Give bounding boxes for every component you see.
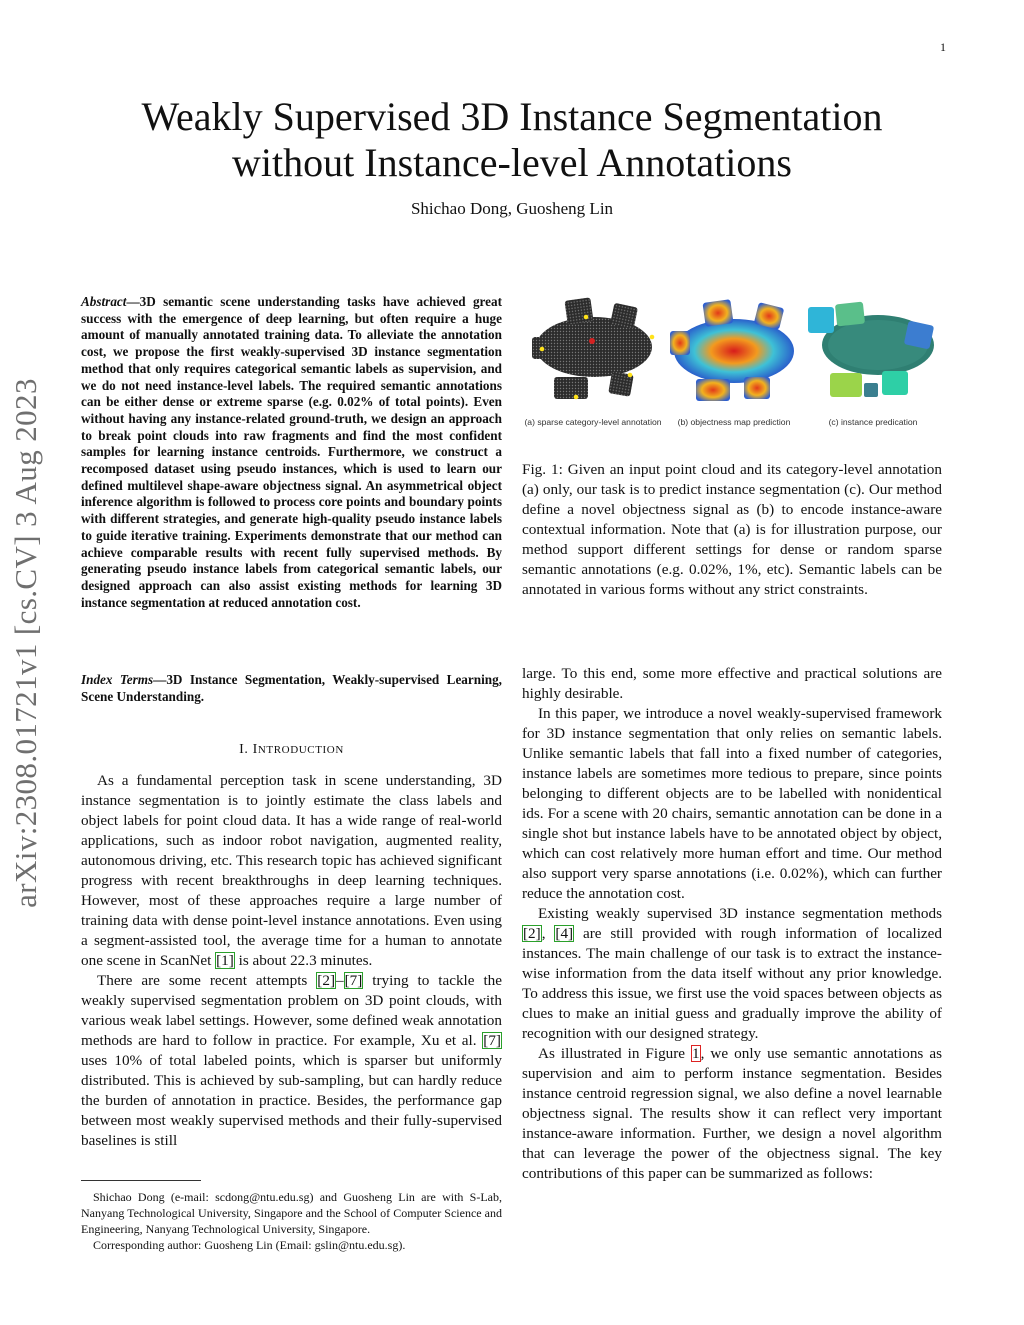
right-text: Existing weakly supervised 3D instance segmentation methods <box>538 905 942 922</box>
right-paragraph-4 <box>522 1044 942 1184</box>
citation-link[interactable]: [4] <box>555 925 574 942</box>
figure-reference-link[interactable]: 1 <box>692 1045 700 1062</box>
section-heading-introduction <box>81 742 502 758</box>
section-numeral: I. <box>239 742 253 757</box>
right-text: , <box>541 925 555 942</box>
panel-objectness-map <box>666 297 802 407</box>
citation-link[interactable]: [2] <box>317 972 336 989</box>
title-line-2: without Instance-level Annotations <box>232 140 792 185</box>
arxiv-stamp <box>4 352 48 934</box>
sparse-annotation-pointcloud <box>526 297 662 407</box>
panel-sparse-annotation <box>526 297 662 407</box>
footnote-corresponding: Corresponding author: Guosheng Lin (Email: gslin@ntu.edu.sg). <box>93 1238 406 1252</box>
arxiv-identifier[interactable]: arXiv:2308.01721v1 [cs.CV] 3 Aug 2023 <box>8 378 43 908</box>
figure-1-caption: Fig. 1: Given an input point cloud and its category-level annotation (a) only, our task is to predict instance segmentation (c). Our method define a novel objectness signal as (b) to encode instance-aware contextual information. Note that (a) is for illustration purpose, our method support different settings for dense or random sparse semantic annotations (e.g. 0.02%, 1%, etc). Semantic labels can be annotated in various forms without any strict constraints. <box>522 461 942 598</box>
subcaption-b: (b) objectness map prediction <box>677 417 791 427</box>
intro-text: uses 10% of total labeled points, which is sparser but uniformly distributed. This is achieved by sub-sampling, but can hardly reduce the burden of annotation in practice. Besides, the performance gap between most weakly supervised methods and their fully-supervised baselines is still <box>81 1052 502 1149</box>
figure-1 <box>522 297 942 437</box>
index-terms-label: Index Terms <box>81 672 154 687</box>
intro-text: is about 22.3 minutes. <box>234 952 373 969</box>
citation-link[interactable]: [2] <box>523 925 541 942</box>
right-text: As illustrated in Figure <box>538 1045 692 1062</box>
right-paragraph-3 <box>522 904 942 1044</box>
intro-text: As a fundamental perception task in scene understanding, 3D instance segmentation is to jointly estimate the class labels and object labels for point cloud data. It has a wide range of real-world applications, such as indoor robot navigation, augmented reality, autonomous driving, etc. This research topic has achieved significant progress with recent breakthroughs in deep learning techniques. However, most of these approaches require a large number of training data with dense point-level instance annotations. Even using a segment-assisted tool, the average time for a human to annotate one scene in ScanNet <box>81 772 502 969</box>
index-terms <box>81 671 502 705</box>
objectness-map-pointcloud <box>666 297 802 407</box>
right-column-body <box>522 664 942 1184</box>
right-text: are still provided with rough information of localized instances. The main challenge of our task is to extract the instance-wise information from the data itself without any prior knowledge. To address this issue, we first use the void spaces between objects as clues to make an initial guess and gradually improve the ability of recognition with our designed strategy. <box>522 925 942 1042</box>
page-number: 1 <box>940 40 946 54</box>
index-terms-text: —3D Instance Segmentation, Weakly-supervised Learning, Scene Understanding. <box>81 672 502 704</box>
subcaption-a: (a) sparse category-level annotation <box>524 417 662 427</box>
right-paragraph-2: In this paper, we introduce a novel weakly-supervised framework for 3D instance segmentation that only relies on semantic labels. Unlike semantic labels that fall into a fixed number of categories, instance labels are sometimes more tedious to prepare, since points belonging to different objects are to be labelled with nonidentical ids. For a scene with 20 chairs, semantic annotation can be done in a single shot but instance labels have to be annotated object by object, which can cost relatively more human effort and time. Our method also support very sparse annotations (i.e. 0.02%), which can further reduce the annotation cost. <box>522 705 942 902</box>
footnote-rule <box>81 1180 201 1181</box>
right-text: , we only use semantic annotations as supervision and aim to perform instance segmentation. Besides instance centroid regression signal, we also define a novel learnable objectness signal. The results show it can reflect very important instance-aware information. Further, we design a novel algorithm that can leverage the power of the objectness signal. The key contributions of this paper can be summarized as follows: <box>522 1045 942 1182</box>
section-smallcaps: NTRODUCTION <box>257 744 344 756</box>
right-paragraph-1: large. To this end, some more effective and practical solutions are highly desirable. <box>522 665 942 702</box>
intro-text: trying to tackle the weakly supervised segmentation problem on 3D point clouds, with various weak label settings. However, some defined weak annotation methods are hard to follow in practice. For example, Xu et al. <box>81 972 503 1049</box>
abstract-label: Abstract <box>81 294 127 309</box>
introduction-body <box>81 771 502 1151</box>
intro-paragraph-2 <box>81 971 502 1151</box>
section-initial: I <box>252 742 258 757</box>
paper-title <box>100 94 924 186</box>
panel-instance-prediction <box>806 297 942 407</box>
intro-text: There are some recent attempts <box>97 972 317 989</box>
footnote-affiliation: Shichao Dong (e-mail: scdong@ntu.edu.sg) and Guosheng Lin are with S-Lab, Nanyang Technological University, Singapore and the School of Computer Science and Engineering, Nanyang Technological University, Singapore. <box>81 1190 502 1236</box>
intro-paragraph-1 <box>81 771 502 971</box>
citation-link[interactable]: [1] <box>216 952 234 969</box>
intro-text: – <box>336 972 344 989</box>
instance-prediction-pointcloud <box>806 297 942 407</box>
title-line-1: Weakly Supervised 3D Instance Segmentation <box>141 94 883 139</box>
abstract-text: —3D semantic scene understanding tasks have achieved great success with the emergence of deep learning, but often require a huge amount of manually annotated training data. To alleviate the annotation cost, we propose the first weakly-supervised 3D instance segmentation method that only requires categorical semantic labels as supervision, and we do not need instance-level labels. The required semantic annotations can be either dense or extreme sparse (e.g. 0.02% of total points). Even without having any instance-related ground-truth, we design an approach to break point clouds into raw fragments and find the most confident samples for learning instance centroids. Furthermore, we construct a recomposed dataset using pseudo instances, which is used to learn our defined multilevel shape-aware objectness signal. An asymmetrical object inference algorithm is followed to process core points and boundary points with different strategies, and generate high-quality pseudo instance labels to guide iterative training. Experiments demonstrate that our method can achieve comparable results with recent fully supervised methods. By generating pseudo instance labels from categorical semantic labels, our designed approach can also assist existing methods for learning 3D instance segmentation at reduced annotation cost. <box>81 294 502 610</box>
author-list: Shichao Dong, Guosheng Lin <box>410 199 614 218</box>
citation-link[interactable]: [7] <box>344 972 363 989</box>
abstract <box>81 294 502 611</box>
subcaption-c: (c) instance predication <box>828 417 918 427</box>
affiliation-footnote <box>81 1189 502 1253</box>
citation-link[interactable]: [7] <box>483 1032 501 1049</box>
